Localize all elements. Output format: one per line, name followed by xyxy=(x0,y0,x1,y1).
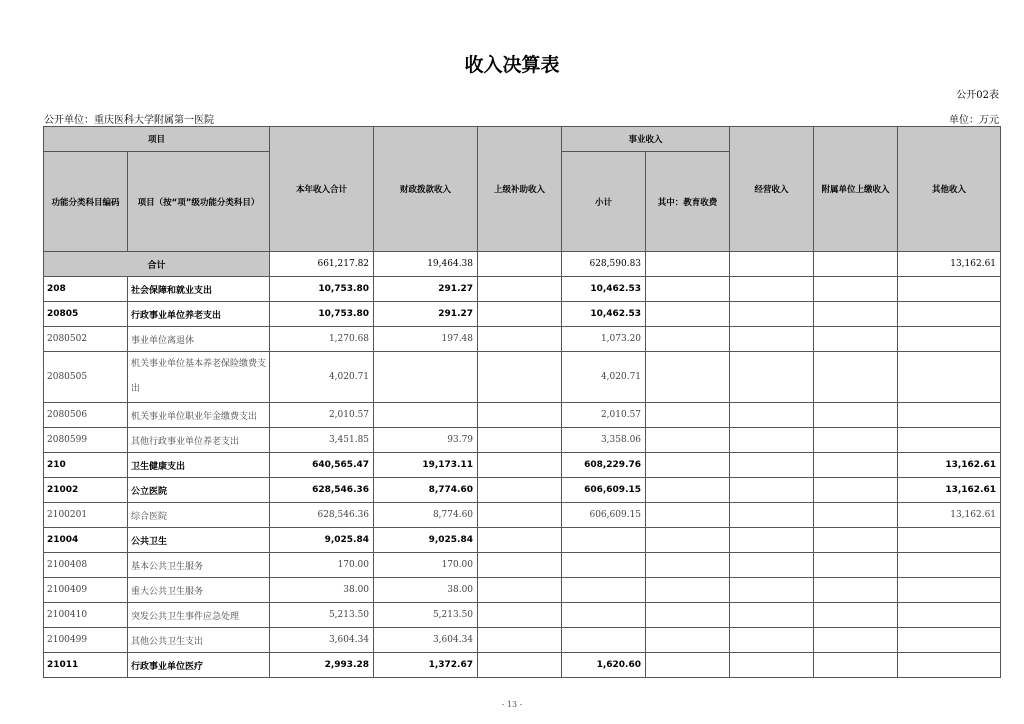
operating-cell xyxy=(730,603,814,628)
fiscal-cell: 197.48 xyxy=(374,327,478,352)
name-cell: 事业单位离退休 xyxy=(128,327,270,352)
total-cell: 661,217.82 xyxy=(270,252,374,277)
header-other: 其他收入 xyxy=(898,127,1001,252)
name-cell: 突发公共卫生事件应急处理 xyxy=(128,603,270,628)
other-cell: 13,162.61 xyxy=(898,503,1001,528)
name-cell: 行政事业单位医疗 xyxy=(128,653,270,678)
fiscal-cell: 19,464.38 xyxy=(374,252,478,277)
operating-cell xyxy=(730,277,814,302)
code-cell: 2080506 xyxy=(44,403,128,428)
subtotal-cell xyxy=(562,578,646,603)
code-cell: 20805 xyxy=(44,302,128,327)
code-cell: 2100499 xyxy=(44,628,128,653)
name-cell: 基本公共卫生服务 xyxy=(128,553,270,578)
name-cell: 机关事业单位基本养老保险缴费支出 xyxy=(128,352,270,403)
code-cell: 21011 xyxy=(44,653,128,678)
subtotal-cell xyxy=(562,553,646,578)
subtotal-cell: 2,010.57 xyxy=(562,403,646,428)
header-fiscal: 财政拨款收入 xyxy=(374,127,478,252)
superior-cell xyxy=(478,478,562,503)
code-cell: 21002 xyxy=(44,478,128,503)
header-project: 项目 xyxy=(44,127,270,152)
fiscal-cell: 8,774.60 xyxy=(374,503,478,528)
fiscal-cell: 8,774.60 xyxy=(374,478,478,503)
education-cell xyxy=(646,478,730,503)
fiscal-cell: 9,025.84 xyxy=(374,528,478,553)
other-cell xyxy=(898,578,1001,603)
affiliated-cell xyxy=(814,453,898,478)
table-row xyxy=(44,352,1001,403)
fiscal-cell: 1,372.67 xyxy=(374,653,478,678)
superior-cell xyxy=(478,603,562,628)
form-number: 公开02表 xyxy=(956,90,999,101)
name-cell: 其他公共卫生支出 xyxy=(128,628,270,653)
total-cell: 2,010.57 xyxy=(270,403,374,428)
table-row xyxy=(44,503,1001,528)
total-cell: 10,753.80 xyxy=(270,277,374,302)
other-cell: 13,162.61 xyxy=(898,478,1001,503)
operating-cell xyxy=(730,628,814,653)
affiliated-cell xyxy=(814,553,898,578)
fiscal-cell: 291.27 xyxy=(374,277,478,302)
superior-cell xyxy=(478,653,562,678)
total-cell: 3,604.34 xyxy=(270,628,374,653)
operating-cell xyxy=(730,302,814,327)
subtotal-cell: 10,462.53 xyxy=(562,302,646,327)
fiscal-cell: 93.79 xyxy=(374,428,478,453)
table-row xyxy=(44,277,1001,302)
other-cell xyxy=(898,603,1001,628)
code-cell: 2080599 xyxy=(44,428,128,453)
education-cell xyxy=(646,277,730,302)
code-cell: 21004 xyxy=(44,528,128,553)
header-subtotal: 小计 xyxy=(562,152,646,252)
superior-cell xyxy=(478,403,562,428)
education-cell xyxy=(646,352,730,403)
education-cell xyxy=(646,528,730,553)
education-cell xyxy=(646,503,730,528)
operating-cell xyxy=(730,653,814,678)
name-cell: 公共卫生 xyxy=(128,528,270,553)
other-cell xyxy=(898,277,1001,302)
table-row xyxy=(44,553,1001,578)
code-cell: 2100201 xyxy=(44,503,128,528)
other-cell xyxy=(898,403,1001,428)
fiscal-cell: 170.00 xyxy=(374,553,478,578)
code-cell: 2080502 xyxy=(44,327,128,352)
table-row xyxy=(44,403,1001,428)
code-cell: 210 xyxy=(44,453,128,478)
operating-cell xyxy=(730,428,814,453)
superior-cell xyxy=(478,528,562,553)
operating-cell xyxy=(730,403,814,428)
code-cell: 2100410 xyxy=(44,603,128,628)
other-cell xyxy=(898,553,1001,578)
affiliated-cell xyxy=(814,403,898,428)
affiliated-cell xyxy=(814,578,898,603)
header-operating: 经营收入 xyxy=(730,127,814,252)
code-cell: 208 xyxy=(44,277,128,302)
table-row xyxy=(44,453,1001,478)
operating-cell xyxy=(730,453,814,478)
table-row xyxy=(44,578,1001,603)
subtotal-cell: 3,358.06 xyxy=(562,428,646,453)
name-cell: 公立医院 xyxy=(128,478,270,503)
fiscal-cell xyxy=(374,403,478,428)
education-cell xyxy=(646,603,730,628)
code-cell: 2100409 xyxy=(44,578,128,603)
operating-cell xyxy=(730,503,814,528)
total-row xyxy=(44,252,1001,277)
page-title: 收入决算表 xyxy=(464,54,560,76)
total-cell: 9,025.84 xyxy=(270,528,374,553)
affiliated-cell xyxy=(814,528,898,553)
total-cell: 4,020.71 xyxy=(270,352,374,403)
superior-cell xyxy=(478,628,562,653)
other-cell xyxy=(898,428,1001,453)
operating-cell xyxy=(730,578,814,603)
total-cell: 10,753.80 xyxy=(270,302,374,327)
affiliated-cell xyxy=(814,252,898,277)
fiscal-cell: 38.00 xyxy=(374,578,478,603)
other-cell xyxy=(898,327,1001,352)
operating-cell xyxy=(730,553,814,578)
education-cell xyxy=(646,578,730,603)
fiscal-cell: 3,604.34 xyxy=(374,628,478,653)
superior-cell xyxy=(478,277,562,302)
name-cell: 重大公共卫生服务 xyxy=(128,578,270,603)
superior-cell xyxy=(478,553,562,578)
superior-cell xyxy=(478,252,562,277)
superior-cell xyxy=(478,302,562,327)
header-education: 其中：教育收费 xyxy=(646,152,730,252)
operating-cell xyxy=(730,528,814,553)
education-cell xyxy=(646,428,730,453)
operating-cell xyxy=(730,252,814,277)
affiliated-cell xyxy=(814,653,898,678)
header-total: 本年收入合计 xyxy=(270,127,374,252)
subtotal-cell xyxy=(562,528,646,553)
total-label: 合计 xyxy=(44,252,270,277)
subtotal-cell xyxy=(562,603,646,628)
education-cell xyxy=(646,403,730,428)
superior-cell xyxy=(478,503,562,528)
education-cell xyxy=(646,252,730,277)
education-cell xyxy=(646,302,730,327)
total-cell: 628,546.36 xyxy=(270,478,374,503)
table-row xyxy=(44,528,1001,553)
code-cell: 2080505 xyxy=(44,352,128,403)
header-superior: 上级补助收入 xyxy=(478,127,562,252)
subtotal-cell: 628,590.83 xyxy=(562,252,646,277)
table-row xyxy=(44,628,1001,653)
superior-cell xyxy=(478,453,562,478)
affiliated-cell xyxy=(814,628,898,653)
fiscal-cell: 291.27 xyxy=(374,302,478,327)
affiliated-cell xyxy=(814,478,898,503)
header-code: 功能分类科目编码 xyxy=(44,152,128,252)
superior-cell xyxy=(478,352,562,403)
fiscal-cell xyxy=(374,352,478,403)
name-cell: 卫生健康支出 xyxy=(128,453,270,478)
superior-cell xyxy=(478,578,562,603)
table-row xyxy=(44,302,1001,327)
table-row xyxy=(44,478,1001,503)
subtotal-cell: 606,609.15 xyxy=(562,478,646,503)
affiliated-cell xyxy=(814,428,898,453)
total-cell: 640,565.47 xyxy=(270,453,374,478)
code-cell: 2100408 xyxy=(44,553,128,578)
other-cell xyxy=(898,528,1001,553)
name-cell: 综合医院 xyxy=(128,503,270,528)
total-cell: 3,451.85 xyxy=(270,428,374,453)
other-cell xyxy=(898,628,1001,653)
operating-cell xyxy=(730,478,814,503)
currency-unit: 单位：万元 xyxy=(949,115,999,126)
header-affiliated: 附属单位上缴收入 xyxy=(814,127,898,252)
total-cell: 38.00 xyxy=(270,578,374,603)
table-row xyxy=(44,653,1001,678)
total-cell: 5,213.50 xyxy=(270,603,374,628)
header-business: 事业收入 xyxy=(562,127,730,152)
other-cell: 13,162.61 xyxy=(898,453,1001,478)
fiscal-cell: 5,213.50 xyxy=(374,603,478,628)
subtotal-cell: 1,073.20 xyxy=(562,327,646,352)
affiliated-cell xyxy=(814,327,898,352)
name-cell: 社会保障和就业支出 xyxy=(128,277,270,302)
income-table xyxy=(43,126,1001,678)
other-cell: 13,162.61 xyxy=(898,252,1001,277)
total-cell: 2,993.28 xyxy=(270,653,374,678)
education-cell xyxy=(646,653,730,678)
subtotal-cell: 608,229.76 xyxy=(562,453,646,478)
name-cell: 机关事业单位职业年金缴费支出 xyxy=(128,403,270,428)
page-number: - 13 - xyxy=(501,700,523,709)
operating-cell xyxy=(730,327,814,352)
total-cell: 628,546.36 xyxy=(270,503,374,528)
reporting-unit: 公开单位：重庆医科大学附属第一医院 xyxy=(44,115,214,126)
affiliated-cell xyxy=(814,277,898,302)
superior-cell xyxy=(478,327,562,352)
affiliated-cell xyxy=(814,302,898,327)
subtotal-cell: 606,609.15 xyxy=(562,503,646,528)
education-cell xyxy=(646,628,730,653)
education-cell xyxy=(646,553,730,578)
affiliated-cell xyxy=(814,603,898,628)
fiscal-cell: 19,173.11 xyxy=(374,453,478,478)
other-cell xyxy=(898,352,1001,403)
total-cell: 1,270.68 xyxy=(270,327,374,352)
subtotal-cell xyxy=(562,628,646,653)
table-row xyxy=(44,603,1001,628)
affiliated-cell xyxy=(814,503,898,528)
name-cell: 其他行政事业单位养老支出 xyxy=(128,428,270,453)
table-row xyxy=(44,428,1001,453)
other-cell xyxy=(898,653,1001,678)
subtotal-cell: 4,020.71 xyxy=(562,352,646,403)
operating-cell xyxy=(730,352,814,403)
affiliated-cell xyxy=(814,352,898,403)
education-cell xyxy=(646,453,730,478)
subtotal-cell: 1,620.60 xyxy=(562,653,646,678)
total-cell: 170.00 xyxy=(270,553,374,578)
superior-cell xyxy=(478,428,562,453)
name-cell: 行政事业单位养老支出 xyxy=(128,302,270,327)
subtotal-cell: 10,462.53 xyxy=(562,277,646,302)
education-cell xyxy=(646,327,730,352)
other-cell xyxy=(898,302,1001,327)
header-name: 项目（按“项”级功能分类科目） xyxy=(128,152,270,252)
table-row xyxy=(44,327,1001,352)
